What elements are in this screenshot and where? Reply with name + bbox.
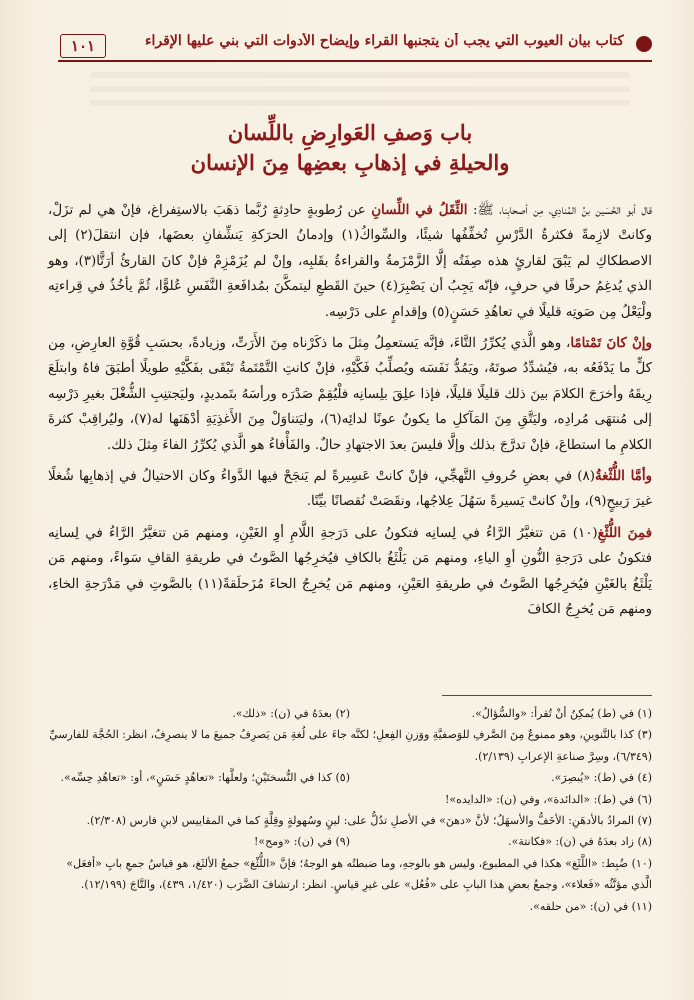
footnote-7: (٧) المرادُ بالأدهَنِ: الأخَفُّ والأسهَلُ؛ لأنَّ «دهنَ» في الأصلِ تدُلُّ على: لينٍ وسُهولةٍ وقِلَّةٍ كما في المقاييس لابنِ فارس (٢/٣٠٨). bbox=[86, 814, 652, 828]
paragraph-3 bbox=[48, 464, 652, 515]
running-title: كتاب بيان العيوب التي يجب أن يتجنبها القراء وإيضاح الأدوات التي بني عليها الإقراء bbox=[144, 33, 624, 49]
footnote-row bbox=[48, 831, 652, 852]
chapter-title-line2: والحيلةِ في إذهابِ بعضِها مِنَ الإنسان bbox=[190, 150, 510, 175]
paragraph-2-text: ، وهو الَّذي يُكرِّرُ التَّاءَ، فإنَّه يَستعمِلُ مِثلَ ما ذكَرْناه مِنَ الأَرَتِّ، وزيادةً، بحسَبِ قُوَّةِ العارِضِ، مِن كلٍّ ما يَدْفَعُه به، فيُشدِّدُ صوتَهُ، ويَمُدُّ نَفَسَه ويُصلِّبُ فَكَّيْهِ، فإنْ كانتِ التَّمْتَمةُ تَبْقَى بفَكَّيْهِ طويلًا أطبَقَ فاهُ وابتلَعَ رِيقَهُ وأخرَجَ الكلامَ بينَ ذلك قليلًا قليلًا، فإذا علِقَ بلِسانِه فلْيُقِمْ صَدْرَه ورأسَهُ بتَمديدٍ، وليَجتنِبِ الشُّغْلَ بغيرِ دَرْسِه إلى مُنتهَى مُرادِه، وليَتَّقِ مِنَ المَآكلِ ما يكونُ عونًا لدائِه(٦)، وليَتناوَلْ مِنَ الأَغذِيَةِ أدْهَنَها له(٧)، وليُراقِبْ كثرةَ الكلامِ ما استطاعَ، فإنْ تدرَّجَ بذلك وإلَّا فليسَ بعدَ الاجتهادِ حالٌ. والفَأْفاءُ هو الَّذي يُكرِّرُ الفاءَ مِثلَ ذلك. bbox=[48, 336, 652, 453]
paragraph-1 bbox=[48, 198, 652, 325]
footnote-row bbox=[48, 767, 652, 788]
footnote-10: (١٠) ضُبِط: «اللَّثَغ» هكذا في المطبوع، وليس هو بالوجهِ، وما ضبطتُه هو الوجهُ؛ فإنَّ «اللُّثْغ» جمعُ الألثَغ، هو قياسُ جمعِ بابِ «أفعَل» الَّذي مؤنَّثُه «فَعلاء»، وجمعُ بعضِ هذا البابِ على «فُعُل» على غيرِ قياسٍ. انظر: ارتشافَ الضَّرَب (١/٤٢٠، ٤٣٩)، والتَّاجَ (١٢/١٩٩). bbox=[66, 856, 652, 892]
running-header bbox=[58, 30, 652, 62]
paragraph-4 bbox=[48, 521, 652, 623]
paragraph-3-keyword: وأمَّا اللُّثْغةُ bbox=[594, 468, 653, 485]
footnote-6: (٦) في (ط): «الدائدة»، وفي (ن): «الدايده»! bbox=[444, 792, 652, 806]
paragraph-1-intro: قال أبو الحُسَين بنُ المُنادِي، مِن أصحابِنا، ﷺ: bbox=[467, 203, 652, 218]
footnote-row bbox=[48, 703, 652, 724]
footnote-4: (٤) في (ط): «يُبصِرَ». bbox=[551, 771, 652, 785]
footnote-8: (٨) زاد بعدَهُ في (ن): «فكانتة». bbox=[508, 835, 652, 849]
paragraph-4-text: (١٠) مَن تتغيَّرُ الرَّاءُ في لِسانِه فتكونُ على دَرَجةِ اللَّامِ أوِ الغَيْنِ، ومنهم مَن تتغيَّرُ الرَّاءُ في لِسانِه فتكونُ على دَرَجةِ النُّونِ أوِ الياءِ، ومنهم مَن يَلْثَغُ بالكافِ فيُخرِجُها الصَّوتُ في طريقةِ القافِ سَواءً، ومنهم مَن يَلْثَغُ بالغَيْنِ فيُخرِجُها الصَّوتُ في طريقةِ العَيْنِ، ومنهم مَن يُخرِجُ الحاءَ مُزَحلَقةً(١١) بالصَّوتِ في مَدْرَجةِ الخاءِ، ومنهم مَن يُخرِجُ الكافَ bbox=[48, 525, 652, 618]
paragraph-1-text: عن رُطوبةٍ حادِثةٍ رُبَّما ذهَبَ بالاستِفراغ، فإنْ هي لم تزَلْ، وكانتْ لازِمةً فكثرةُ الدَّرْسِ تُخفِّفُها شيئًا، والسِّواكُ(١) وإدمانُ الحرَكةِ يَنشِّفانِ بعضَها، فإن انتقلَ(٢) إلى الاصطكاكِ لم يَبْقَ لقارئٍ هذه صِفَتُه إلَّا الزَّمْزَمةُ والقراءةُ بقَلبِه، وإنْ لم يُزَمْزِمْ فإنْ كانَ القارئُ أرَتًّا(٣)، وهو الذي يُدغِمُ حرفًا في حرفٍ، فإنّه يَجِبُ أن يَصْبِرَ(٤) حينَ القَطعِ ليتمكَّنَ بمُدافَعةِ النَّفَسِ عُلوًّا، ثُمَّ يأخُذُ في قِراءتِه ولْيَعْلُ مِن صَوتِه قليلًا في تعاهُدِ حَسَنٍ(٥) وإقدامٍ على دَرْسِه. bbox=[48, 203, 653, 320]
ornament-icon bbox=[636, 36, 652, 52]
page-number: ١٠١ bbox=[60, 34, 106, 58]
paragraph-4-keyword: فمِنَ اللُّثْغِ bbox=[597, 524, 652, 541]
footnotes bbox=[48, 703, 652, 917]
paragraph-2-keyword: وإنْ كانَ تَمْتامًا bbox=[570, 335, 652, 352]
chapter-title-line1: باب وَصفِ العَوارِضِ باللِّسان bbox=[227, 120, 473, 145]
chapter-title bbox=[60, 118, 640, 178]
footnote-9: (٩) في (ن): «ومح»! bbox=[254, 835, 350, 849]
footnote-separator bbox=[442, 695, 652, 696]
footnote-2: (٢) بعدَهُ في (ن): «ذلك». bbox=[232, 707, 350, 720]
footnote-1: (١) في (ط) يُمكِنُ أنْ تُقرأ: «والسُّؤالُ». bbox=[471, 707, 652, 720]
bleed-through-shadow bbox=[90, 72, 630, 114]
footnote-5: (٥) كذا في النُّسختَيْنِ؛ ولعلَّها: «تعاهُدٍ حَسَنٍ»، أو: «تعاهُدِ حِسِّه». bbox=[60, 771, 350, 785]
paragraph-3-text: (٨) في بعضِ حُروفِ التَّهجِّي، فإنْ كانتْ عَسِيرةً لم يَنجَحْ فيها الدَّواءُ وكان الاحتيالُ في إذهابِها شُغلًا غيرَ رَبيحٍ(٩)، وإنْ كانتْ يَسيرةً سَهُلَ عِلاجُها، ونقَصَتْ نُقصانًا بيِّنًا. bbox=[48, 469, 652, 510]
paragraph-2 bbox=[48, 331, 652, 458]
main-text bbox=[48, 198, 652, 625]
footnote-11: (١١) في (ن): «من حلقه». bbox=[529, 899, 652, 913]
footnote-3: (٣) كذا بالتَّنوينِ، وهو ممنوعٌ مِنَ الصَّرفِ للوَصفيَّةِ ووَزنِ الفِعلِ؛ لكنَّه جاءَ على لُغةِ مَن يَصرِفُ جميعَ ما لا ينصرِفُ، انظر: الحُجَّة للفارسيِّ (٦/٣٤٩)، وسِرَّ صناعةِ الإعرابِ (٢/١٣٩). bbox=[49, 728, 652, 763]
paragraph-1-keyword: الثِّقَلُ في اللِّسانِ bbox=[371, 202, 468, 218]
